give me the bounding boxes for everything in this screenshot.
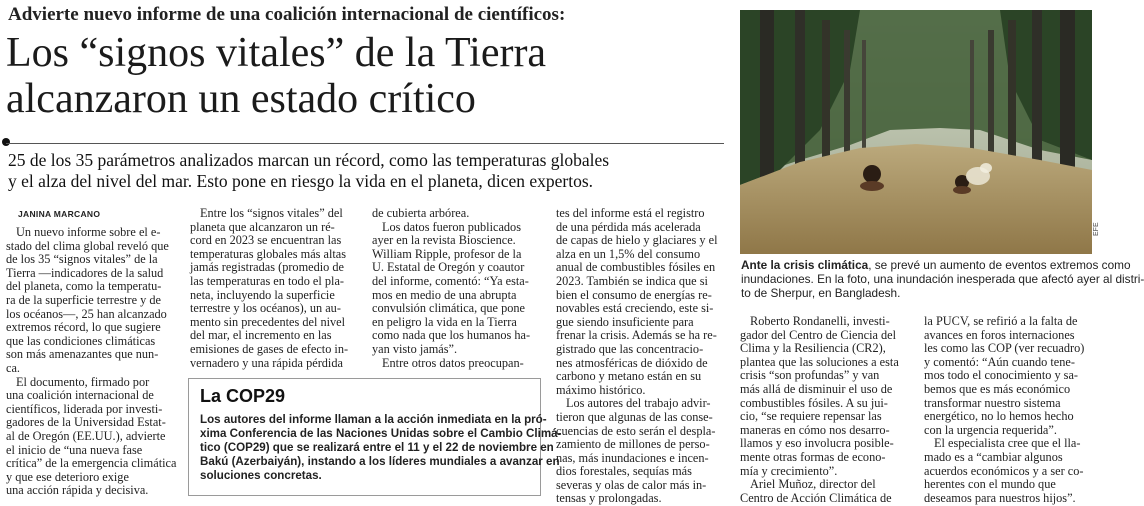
text-line: emisiones de gases de efecto in- bbox=[190, 341, 349, 356]
text-line: las temperaturas en todo el pla- bbox=[190, 273, 344, 288]
text-line: en peligro la vida en la Tierra bbox=[372, 314, 517, 329]
text-line: alza en un 1,5% del consumo bbox=[556, 246, 701, 261]
text-line: dios forestales, sequías más bbox=[556, 464, 692, 479]
text-line: mente otras formas de econo- bbox=[740, 449, 886, 464]
text-line: una acción rápida y decisiva. bbox=[6, 483, 149, 498]
text-line: acuerdos económicos y a ser co- bbox=[924, 463, 1084, 478]
text-line: una coalición internacional de bbox=[6, 388, 154, 403]
text-line: cord en 2023 se encuentran las bbox=[190, 233, 342, 248]
photo-caption bbox=[741, 258, 1144, 300]
text-line: gadores de la Universidad Estat- bbox=[6, 415, 166, 430]
cop29-title: La COP29 bbox=[200, 386, 286, 406]
text-line: de cubierta arbórea. bbox=[372, 206, 470, 220]
text-line: severas y olas de calor más in- bbox=[556, 477, 707, 492]
column-1 bbox=[6, 226, 182, 498]
column-2 bbox=[190, 207, 366, 370]
text-line: carbono y metano están en su bbox=[556, 369, 702, 384]
text-line: temperaturas globales más altas bbox=[190, 246, 347, 261]
text-line: mento sin precedentes del nivel bbox=[190, 314, 346, 329]
text-line: vernadero y una rápida pérdida bbox=[190, 355, 343, 370]
text-line: del informe, comentó: “Ya esta- bbox=[372, 273, 529, 288]
text-line: maneras en cómo nos desarro- bbox=[740, 422, 890, 437]
text-line: Bakú (Azerbaiyán), instando a los líderes mundiales a avanzar en bbox=[200, 455, 560, 468]
text-line: del planeta, como la temperatu- bbox=[6, 279, 162, 294]
headline-line: alcanzaron un estado crítico bbox=[6, 76, 476, 122]
text-line: tieron que algunas de las conse- bbox=[556, 409, 713, 424]
text-line: Clima y la Resiliencia (CR2), bbox=[740, 341, 886, 356]
text-line: tes del informe está el registro bbox=[556, 206, 705, 220]
text-line: ra de la superficie terrestre y de bbox=[6, 292, 161, 307]
rule-bullet bbox=[2, 138, 10, 146]
text-line: anual de combustibles fósiles en bbox=[556, 260, 716, 275]
caption-line: inundaciones. En la foto, una inundación inesperada que afectó ayer al distri- bbox=[741, 272, 1144, 286]
text-line: del mar, el incremento en las bbox=[190, 328, 332, 343]
text-line: al de Oregón (EE.UU.), advierte bbox=[6, 428, 166, 443]
column-4 bbox=[556, 207, 734, 506]
kicker: Advierte nuevo informe de una coalición internacional de científicos: bbox=[8, 4, 566, 25]
text-line: llamos y eso involucra posible- bbox=[740, 436, 894, 451]
text-line: nas, más inundaciones e incen- bbox=[556, 450, 709, 465]
caption-text: , se prevé un aumento de eventos extremos como bbox=[868, 258, 1131, 272]
text-line: con la urgencia requerida”. bbox=[924, 422, 1057, 437]
text-line: Un nuevo informe sobre el e- bbox=[16, 225, 161, 239]
text-line: mos todo el conocimiento y sa- bbox=[924, 368, 1079, 383]
text-line: como nada que los humanos ha- bbox=[372, 328, 531, 343]
text-line: Ariel Muñoz, director del bbox=[750, 477, 876, 492]
text-line: y comentó: “Aún cuando tene- bbox=[924, 354, 1075, 369]
text-line: William Ripple, profesor de la bbox=[372, 246, 522, 261]
text-line: transformar nuestro sistema bbox=[924, 395, 1061, 410]
cop29-body bbox=[200, 413, 562, 483]
text-line: extremos récord, lo que sugiere bbox=[6, 320, 161, 335]
deck bbox=[8, 150, 723, 192]
text-line: Centro de Acción Climática de bbox=[740, 490, 892, 505]
text-line: crisis “son profundas” y van bbox=[740, 368, 880, 383]
text-line: científicos, liderada por investi- bbox=[6, 401, 163, 416]
text-line: novables está creciendo, este si- bbox=[556, 301, 714, 316]
text-line: planeta que alcanzaron un ré- bbox=[190, 219, 335, 234]
column-6 bbox=[924, 315, 1096, 505]
text-line: terrestre y los océanos), un au- bbox=[190, 301, 341, 316]
flood-photo-art bbox=[740, 10, 1092, 254]
text-line: son más amenazantes que nun- bbox=[6, 347, 159, 362]
caption-line bbox=[741, 258, 1131, 272]
text-line: stado del clima global reveló que bbox=[6, 238, 169, 253]
text-line: gador del Centro de Ciencia del bbox=[740, 327, 897, 342]
text-line: Los autores del informe llaman a la acción inmediata en la pró- bbox=[200, 413, 547, 426]
text-line: avances en foros internaciones bbox=[924, 327, 1075, 342]
text-line: combustibles fósiles. A su jui- bbox=[740, 395, 888, 410]
text-line: bemos que es más económico bbox=[924, 381, 1071, 396]
text-line: les como las COP (ver recuadro) bbox=[924, 341, 1085, 356]
text-line: ayer en la revista Bioscience. bbox=[372, 233, 516, 248]
caption-line: to de Sherpur, en Bangladesh. bbox=[741, 286, 901, 300]
text-line: más allá de disminuir el uso de bbox=[740, 381, 893, 396]
caption-lead: Ante la crisis climática bbox=[741, 258, 869, 272]
text-line: cio, “se requiere repensar las bbox=[740, 409, 882, 424]
text-line: cuencias de esto serán el despla- bbox=[556, 423, 716, 438]
text-line: energético, no lo hemos hecho bbox=[924, 409, 1074, 424]
text-line: de los 35 “signos vitales” de la bbox=[6, 252, 158, 267]
text-line: xima Conferencia de las Naciones Unidas sobre el Cambio Climá- bbox=[200, 427, 562, 440]
deck-line: y el alza del nivel del mar. Esto pone en riesgo la vida en el planeta, dicen expertos. bbox=[8, 171, 594, 191]
text-line: frenar la crisis. Además se ha re- bbox=[556, 328, 717, 343]
headline-line: Los “signos vitales” de la Tierra bbox=[6, 30, 547, 76]
text-line: jamás registradas (promedio de bbox=[190, 260, 344, 275]
text-line: herentes con el mundo que bbox=[924, 477, 1056, 492]
text-line: deseamos para nuestros hijos”. bbox=[924, 490, 1076, 505]
byline: JANINA MARCANO bbox=[18, 209, 101, 219]
text-line: ca. bbox=[6, 360, 20, 375]
text-line: Entre los “signos vitales” del bbox=[200, 206, 343, 220]
headline bbox=[6, 30, 726, 122]
text-line: Los autores del trabajo advir- bbox=[566, 396, 711, 411]
text-line: el inicio de “una nueva fase bbox=[6, 442, 143, 457]
text-line: Entre otros datos preocupan- bbox=[382, 355, 524, 370]
text-line: máximo histórico. bbox=[556, 382, 646, 397]
text-line: nes atmosféricas de dióxido de bbox=[556, 355, 708, 370]
text-line: mado es a “cambiar algunos bbox=[924, 449, 1063, 464]
text-line: mos en medio de una abrupta bbox=[372, 287, 517, 302]
text-line: El documento, firmado por bbox=[16, 374, 150, 389]
text-line: El especialista cree que el lla- bbox=[934, 436, 1081, 451]
text-line: bien el consumo de energías re- bbox=[556, 287, 712, 302]
text-line: soluciones concretas. bbox=[200, 469, 322, 482]
text-line: gue siendo insuficiente para bbox=[556, 314, 694, 329]
text-line: Roberto Rondanelli, investi- bbox=[750, 314, 890, 328]
text-line: Los datos fueron publicados bbox=[382, 219, 521, 234]
text-line: neta, incluyendo la superficie bbox=[190, 287, 335, 302]
text-line: gistrado que las concentracio- bbox=[556, 341, 704, 356]
text-line: plantea que las soluciones a esta bbox=[740, 354, 899, 369]
text-line: de una pérdida más acelerada bbox=[556, 219, 701, 234]
headline-rule bbox=[6, 143, 724, 144]
flood-photo bbox=[740, 10, 1092, 254]
text-line: tensas y prolongadas. bbox=[556, 491, 662, 506]
text-line: 2023. También se indica que si bbox=[556, 273, 708, 288]
text-line: yan visto jamás”. bbox=[372, 341, 458, 356]
text-line: zamiento de millones de perso- bbox=[556, 437, 710, 452]
deck-line: 25 de los 35 parámetros analizados marcan un récord, como las temperaturas globales bbox=[8, 150, 610, 170]
text-line: los océanos—, 25 han alcanzado bbox=[6, 306, 167, 321]
text-line: convulsión climática, que pone bbox=[372, 301, 525, 316]
text-line: crítica” de la emergencia climática bbox=[6, 456, 177, 471]
text-line: que las condiciones climáticas bbox=[6, 333, 156, 348]
text-line: tico (COP29) que se realizará entre el 11 y el 22 de noviembre en bbox=[200, 441, 554, 454]
text-line: mía y crecimiento”. bbox=[740, 463, 838, 478]
photo-credit: EFE bbox=[1093, 222, 1100, 236]
column-5 bbox=[740, 315, 916, 505]
text-line: y que ese deterioro exige bbox=[6, 469, 129, 484]
text-line: U. Estatal de Oregón y coautor bbox=[372, 260, 525, 275]
column-3 bbox=[372, 207, 548, 370]
text-line: de capas de hielo y glaciares y el bbox=[556, 233, 718, 248]
text-line: la PUCV, se refirió a la falta de bbox=[924, 314, 1078, 328]
text-line: Tierra —indicadores de la salud bbox=[6, 265, 164, 280]
